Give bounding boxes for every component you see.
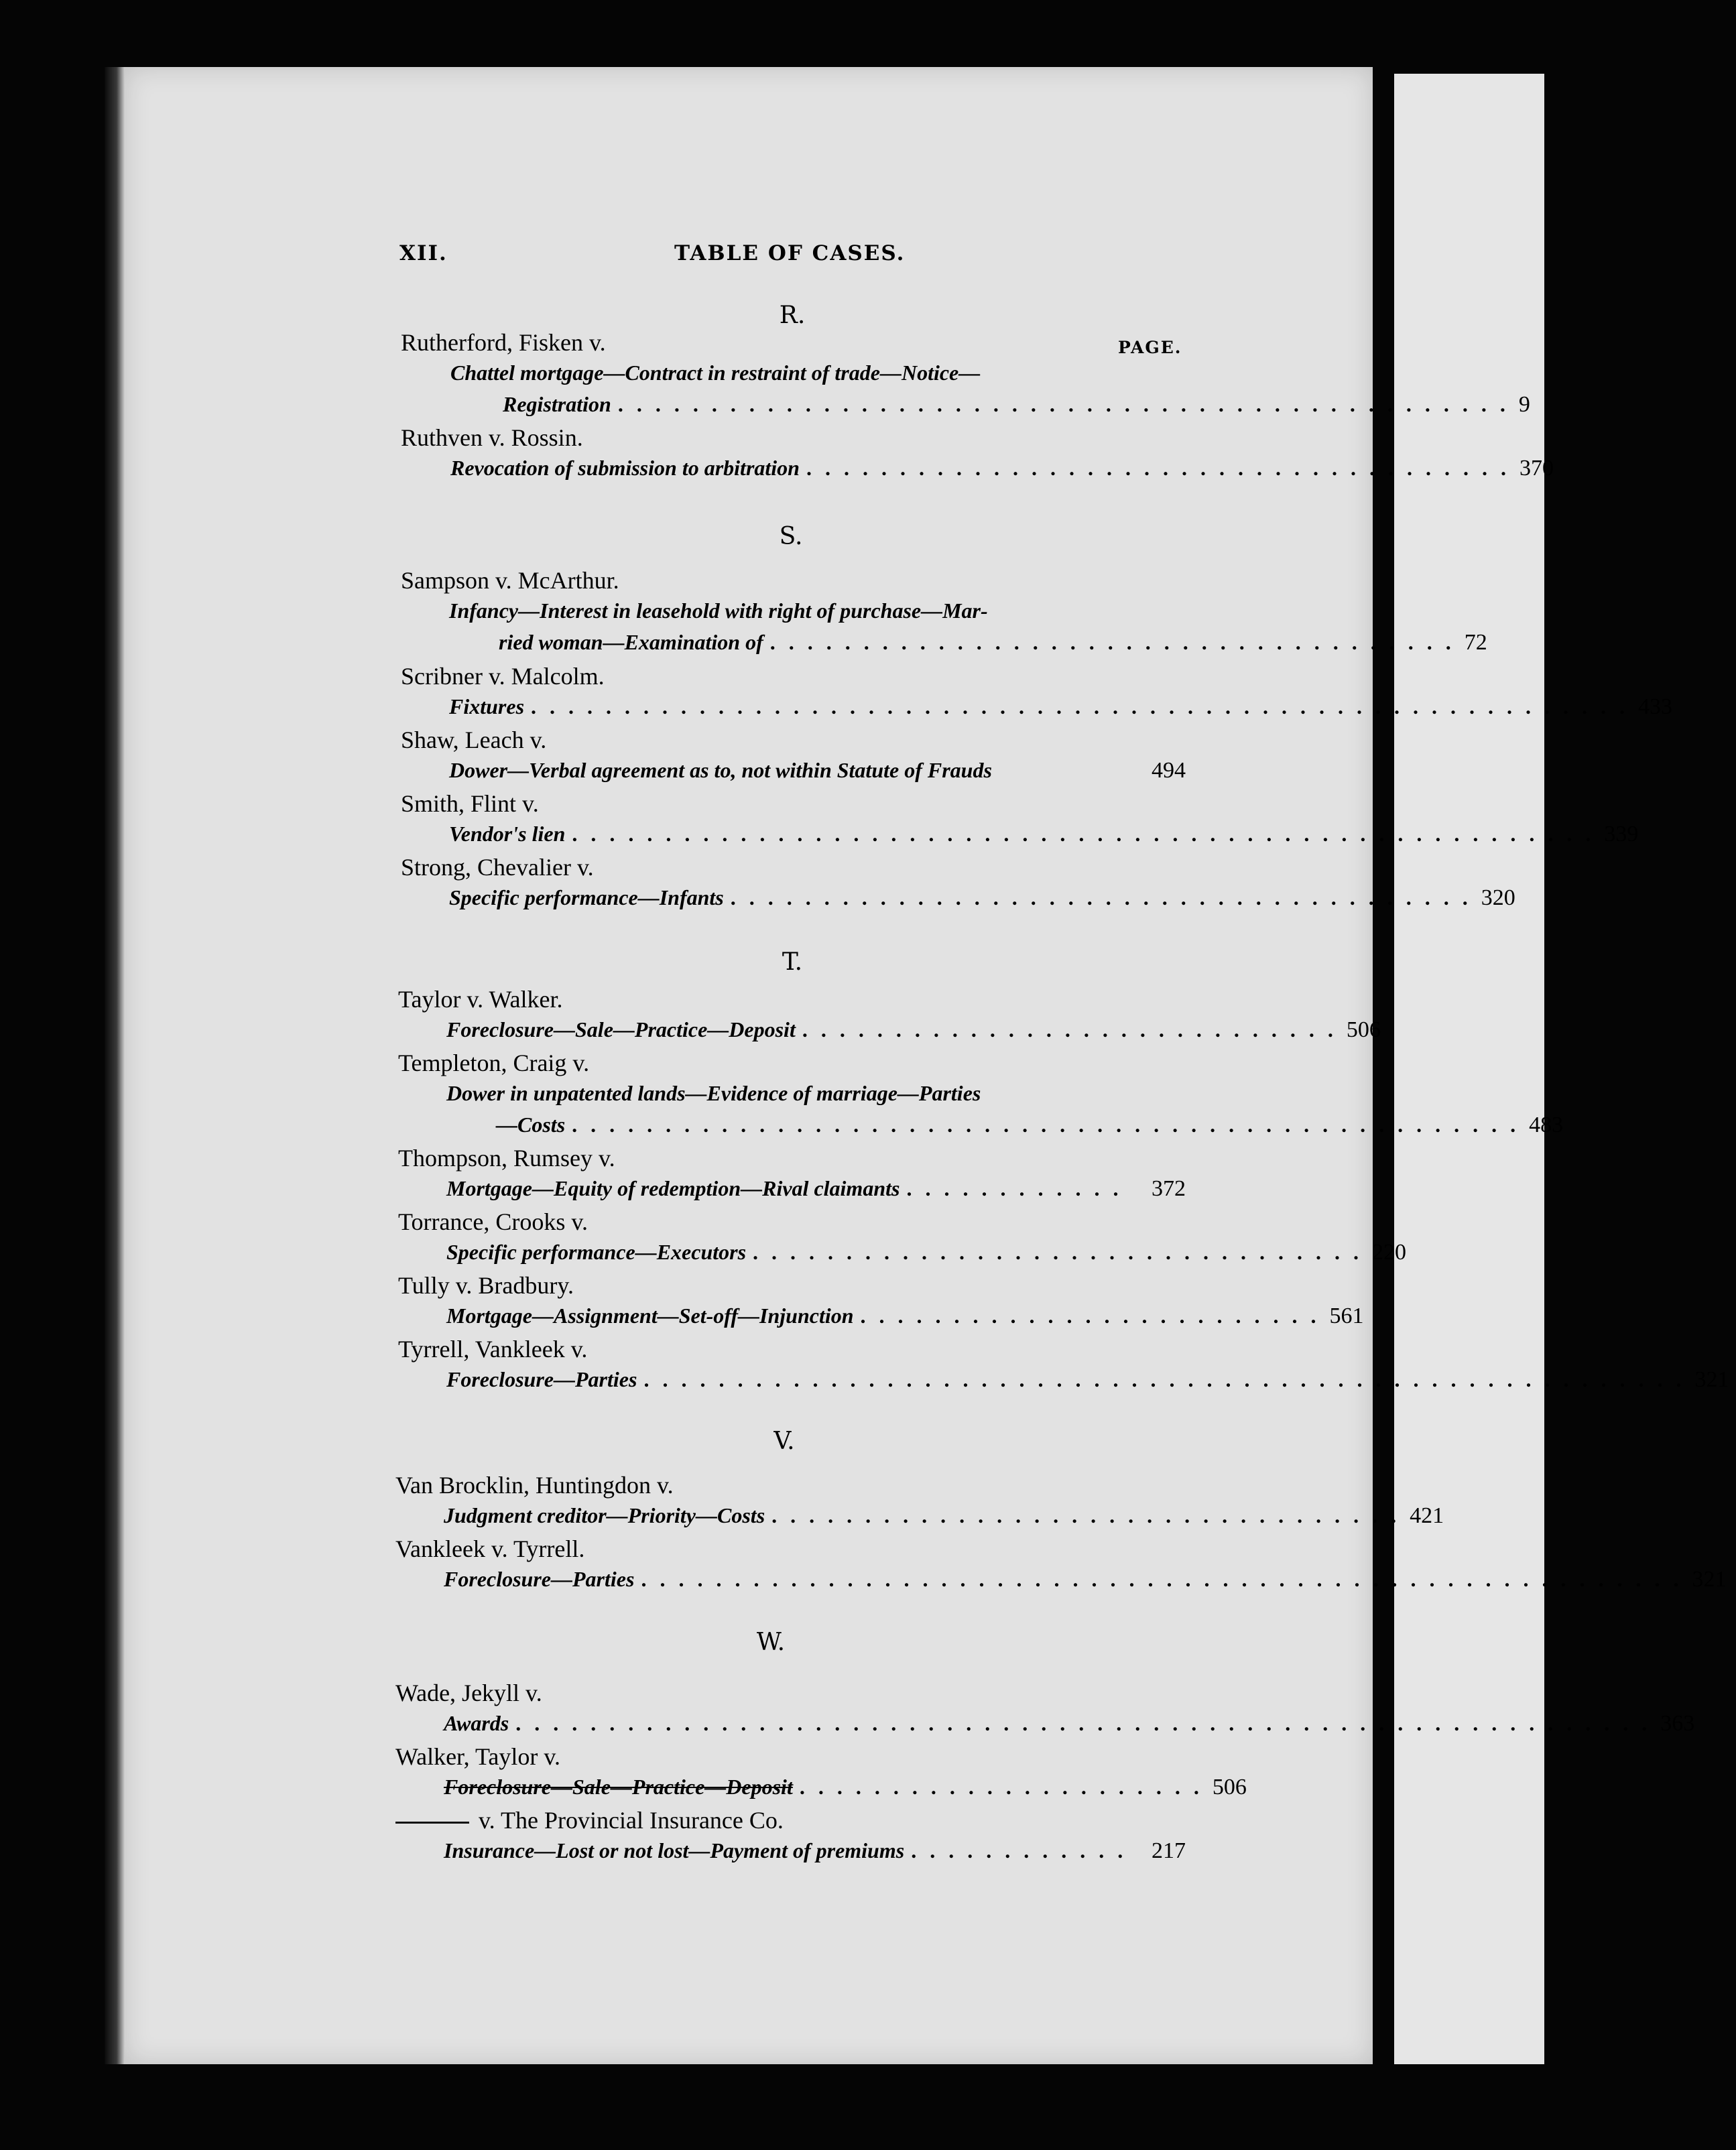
case-subject: Awards (444, 1711, 509, 1735)
case-subject: Registration (503, 392, 611, 416)
case-title: Wade, Jekyll v. (395, 1680, 542, 1706)
dot-leader: . . . . . . . . . . . . . . . . . . . . . . . . . . . . . . . . . . . . . . . . . . . . . . . . . . . . . . . . . . . (531, 694, 1629, 718)
case-title: Rutherford, Fisken v. (401, 329, 606, 356)
case-subject: Foreclosure—Parties (444, 1567, 635, 1591)
case-subject-line (444, 1775, 1247, 1807)
case-subject-line (449, 694, 1673, 726)
page-number: 433 (1638, 694, 1673, 719)
page-number: 217 (1152, 1838, 1186, 1863)
dot-leader: . . . . . . . . . . . . . . . . . . . . . . . . . . . . . . . . . . . . . . . . . . . . . . . . . . . . . . . . (643, 1367, 1686, 1391)
case-subject-line (503, 392, 1530, 424)
case-subject: Infancy—Interest in leasehold with right of purchase—Mar- (449, 598, 988, 623)
page-number: 561 (1329, 1304, 1364, 1328)
case-subject: Vendor's lien (449, 822, 566, 846)
page-number: 494 (1152, 758, 1186, 783)
page-number: 220 (1372, 1240, 1407, 1265)
case-title: Torrance, Crooks v. (398, 1208, 588, 1235)
case-title: Van Brocklin, Huntingdon v. (395, 1472, 674, 1499)
section-letter-v: V. (773, 1428, 795, 1455)
case-subject: Dower in unpatented lands—Evidence of marriage—Parties (446, 1081, 981, 1105)
case-subject: Revocation of submission to arbitration (450, 456, 800, 480)
case-subject-line (446, 1240, 1407, 1272)
case-subject-line (446, 1367, 1729, 1399)
case-subject-line (449, 885, 1515, 918)
dot-leader: . . . . . . . . . . . . . . . . . . . . . . . . . . . . . . . . . . . . . (769, 630, 1455, 654)
case-subject: Specific performance—Infants (449, 885, 724, 909)
case-subject: Insurance—Lost or not lost—Payment of premiums (444, 1838, 905, 1862)
case-subject: Foreclosure—Sale—Practice—Deposit (444, 1775, 793, 1799)
case-title: Tully v. Bradbury. (398, 1272, 574, 1299)
running-header (399, 241, 1184, 275)
case-title: Thompson, Rumsey v. (398, 1145, 615, 1172)
case-title: Sampson v. McArthur. (401, 567, 619, 594)
page-number: 321 (1692, 1567, 1727, 1592)
section-letter-w: W. (756, 1629, 786, 1656)
case-subject: ried woman—Examination of (499, 630, 763, 654)
case-subject-line (444, 1838, 1193, 1871)
section-letter-t: T. (782, 948, 803, 976)
page-column-label: PAGE. (1118, 338, 1182, 357)
page-folio: XII. (399, 241, 448, 265)
ditto-dash (395, 1822, 469, 1824)
case-title: Ruthven v. Rossin. (401, 424, 583, 451)
dot-leader: . . . . . . . . . . . . . . . . . . . . . . . . . . . . . . . . . . . . . . . . . . . . . . . . . . . . . . . . (641, 1567, 1683, 1591)
case-title: Smith, Flint v. (401, 790, 539, 817)
page-number: 363 (1660, 1711, 1695, 1736)
case-title: Tyrrell, Vankleek v. (398, 1336, 588, 1363)
page-number: 72 (1464, 630, 1487, 655)
dot-leader: . . . . . . . . . . . . . . . . . . . . . . . . . . . . . . . . . . (771, 1503, 1401, 1527)
page-number: 483 (1529, 1113, 1564, 1137)
dot-leader: . . . . . . . . . . . . (906, 1176, 1123, 1200)
page-number: 321 (1694, 1367, 1729, 1392)
dot-leader: . . . . . . . . . . . . . . . . . . . . . . . . . . . . . . . . . . . . . . . . (730, 885, 1472, 909)
book-gutter (105, 67, 125, 2064)
case-subject-line (450, 456, 1554, 488)
case-subject: Specific performance—Executors (446, 1240, 747, 1264)
case-title: Walker, Taylor v. (395, 1743, 561, 1770)
case-subject: Chattel mortgage—Contract in restraint of trade—Notice— (450, 361, 981, 385)
dot-leader: . . . . . . . . . . . . . . . . . . . . . . . . . . . . . . . . . (753, 1240, 1363, 1264)
page-number: 421 (1410, 1503, 1444, 1528)
case-title: v. The Provincial Insurance Co. (479, 1807, 784, 1834)
case-subject-line (446, 1304, 1364, 1336)
dot-leader: . . . . . . . . . . . . . . . . . . . . . . . . . . . . . . . . . . . . . . (806, 456, 1510, 480)
dot-leader: . . . . . . . . . . . . . . . . . . . . . . . . . . . . . . . . . . . . . . . . . . . . . . . . . . . (572, 1113, 1520, 1137)
case-title: Strong, Chevalier v. (401, 854, 594, 881)
case-subject: Fixtures (449, 694, 525, 718)
facing-page-edge (1394, 74, 1544, 2064)
page-number: 320 (1481, 885, 1515, 910)
dot-leader: . . . . . . . . . . . . . . . . . . . . . . . . . . . . . . . . . . . . . . . . . . . . . . . . (617, 392, 1509, 416)
page-number: 372 (1152, 1176, 1186, 1201)
running-title: TABLE OF CASES. (674, 241, 906, 265)
case-title: Templeton, Craig v. (398, 1050, 590, 1076)
dot-leader: . . . . . . . . . . . . . . . . . . . . . . . . . . . . . . . . . . . . . . . . . . . . . . . . . . . . . . . . . . . . . (515, 1711, 1652, 1735)
page-number: 9 (1518, 392, 1530, 417)
dot-leader: . . . . . . . . . . . . . . . . . . . . . . . . . . . . . . . . . . . . . . . . . . . . . . . . . . . . . . . (572, 822, 1595, 846)
section-letter-s: S. (779, 523, 803, 550)
case-subject-line (449, 758, 1193, 790)
case-subject: —Costs (496, 1113, 566, 1137)
page-number: 506 (1212, 1775, 1247, 1799)
case-subject: Mortgage—Equity of redemption—Rival claimants (446, 1176, 900, 1200)
case-subject-line (444, 1711, 1695, 1743)
case-subject-line (496, 1113, 1564, 1145)
page-number: 339 (1604, 822, 1639, 846)
case-subject-line (446, 1176, 1193, 1208)
case-subject-line (446, 1017, 1381, 1050)
case-title: Taylor v. Walker. (398, 986, 563, 1013)
page-number: 506 (1346, 1017, 1381, 1042)
case-subject: Dower—Verbal agreement as to, not within Statute of Frauds (449, 758, 992, 782)
dot-leader: . . . . . . . . . . . . . . . . . . . . . . . . . . . . . (802, 1017, 1337, 1041)
section-letter-r: R. (779, 302, 806, 329)
dot-leader: . . . . . . . . . . . . . . . . . . . . . . . . . (860, 1304, 1320, 1328)
case-subject-line (444, 1503, 1444, 1535)
case-subject-line (444, 1567, 1727, 1599)
case-subject-line (499, 630, 1487, 662)
case-title: Shaw, Leach v. (401, 726, 547, 753)
case-title-line (395, 1806, 1186, 1838)
case-subject: Mortgage—Assignment—Set-off—Injunction (446, 1304, 854, 1328)
case-subject-line (449, 822, 1639, 854)
case-subject: Judgment creditor—Priority—Costs (444, 1503, 765, 1527)
case-title: Scribner v. Malcolm. (401, 663, 605, 690)
dot-leader: . . . . . . . . . . . . . . . . . . . . . . (799, 1775, 1203, 1799)
case-subject: Foreclosure—Sale—Practice—Deposit (446, 1017, 796, 1041)
case-subject: Foreclosure—Parties (446, 1367, 637, 1391)
case-title: Vankleek v. Tyrrell. (395, 1535, 585, 1562)
page-number: 370 (1519, 456, 1554, 481)
dot-leader: . . . . . . . . . . . . (911, 1838, 1127, 1862)
